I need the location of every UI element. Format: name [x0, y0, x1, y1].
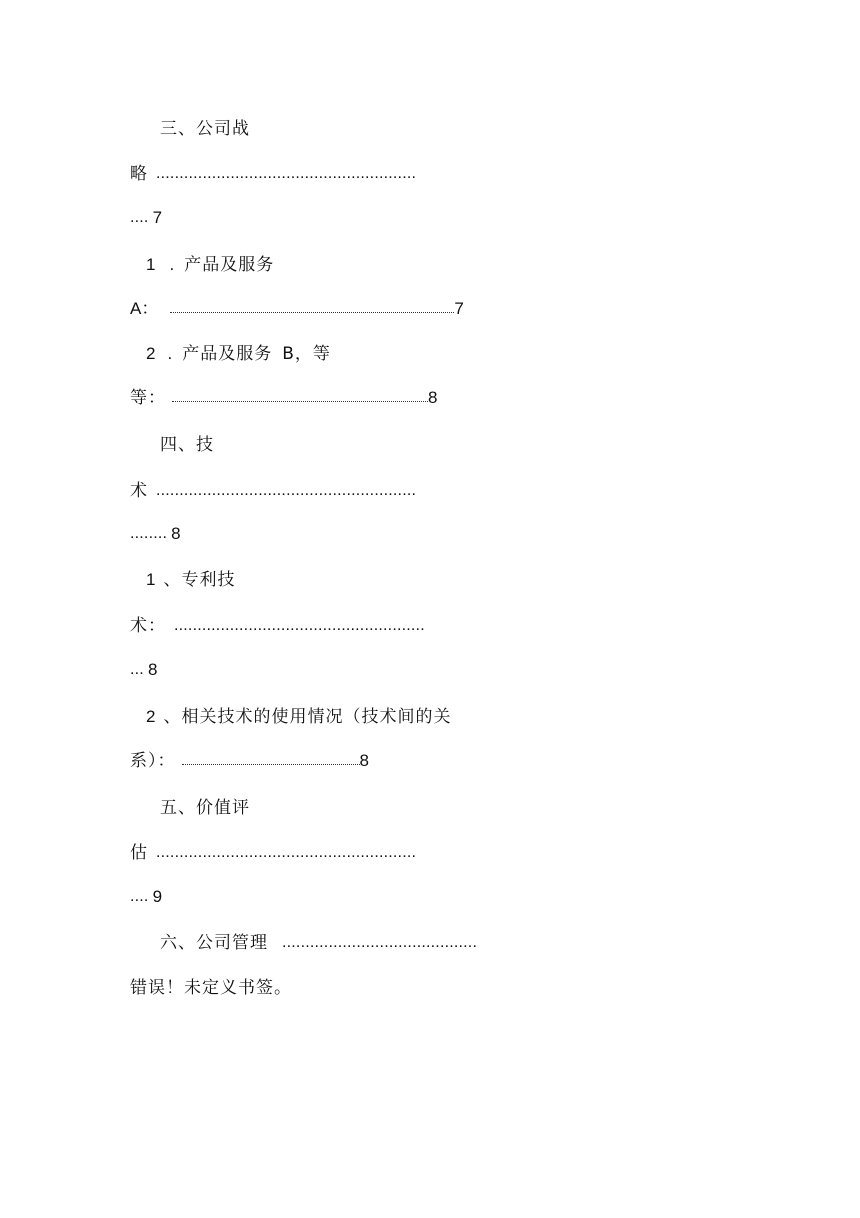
toc-section-4-page-line[interactable]: [130, 521, 181, 547]
toc-section-3-heading[interactable]: [160, 116, 250, 142]
toc-continuation-text: 略: [130, 164, 148, 184]
toc-item-number: 2: [146, 707, 156, 726]
toc-dot-leader: ....: [130, 209, 149, 226]
toc-page-number: 8: [147, 660, 158, 679]
toc-heading-text: 五、价值评: [160, 798, 250, 818]
toc-item-extra: B，等: [282, 344, 331, 364]
toc-dot-leader: ........................................................: [156, 165, 417, 182]
toc-dot-leader: ...: [130, 661, 144, 678]
toc-heading-text: 六、公司管理: [160, 933, 268, 953]
toc-heading-text: 三、公司战: [160, 119, 250, 139]
toc-dot-leader: ........................................................: [156, 482, 417, 499]
toc-item-4-1[interactable]: [146, 567, 235, 593]
toc-item-separator: .: [167, 344, 173, 363]
toc-item-3-2[interactable]: [146, 341, 331, 367]
toc-item-3-1[interactable]: [146, 252, 274, 278]
toc-section-4-heading[interactable]: [160, 432, 214, 458]
toc-heading-text: 四、技: [160, 435, 214, 455]
toc-page-number: 8: [359, 751, 369, 770]
toc-section-5-leader-line[interactable]: [130, 840, 446, 866]
toc-section-6-heading[interactable]: [160, 930, 508, 956]
toc-page-number: 8: [171, 524, 181, 543]
toc-continuation-text: 术：: [130, 616, 166, 636]
toc-item-4-1-leader-line[interactable]: [130, 613, 458, 639]
toc-item-number: 1: [146, 255, 156, 274]
toc-item-4-2[interactable]: [146, 704, 451, 730]
toc-item-text: 产品及服务: [184, 255, 275, 275]
toc-continuation-text: 系）：: [130, 751, 176, 771]
toc-section-4-leader-line[interactable]: [130, 478, 446, 504]
toc-item-text: 产品及服务: [182, 344, 273, 364]
toc-continuation-text: 等：: [130, 388, 166, 408]
toc-continuation-text: 术: [130, 481, 148, 501]
bookmark-error-text: 错误！未定义书签。: [130, 978, 292, 998]
toc-dot-leader: ....: [130, 888, 149, 905]
toc-item-text: 、相关技术的使用情况（技术间的关: [163, 707, 452, 727]
toc-item-4-2-leader-line[interactable]: [130, 748, 369, 774]
toc-section-5-heading[interactable]: [160, 795, 250, 821]
toc-dot-leader: ........................................................: [156, 844, 417, 861]
toc-item-3-2-leader-line[interactable]: [130, 385, 437, 411]
toc-item-number: 2: [146, 344, 156, 363]
toc-fine-dot-leader: [182, 763, 360, 765]
toc-page-number: 7: [152, 208, 163, 227]
toc-item-4-1-page-line[interactable]: [130, 657, 157, 683]
toc-dot-leader: ........: [130, 525, 168, 542]
toc-fine-dot-leader: [170, 311, 454, 313]
toc-item-separator: .: [169, 255, 175, 274]
toc-item-number: 1: [146, 570, 156, 589]
toc-dot-leader: ......................................................: [174, 617, 425, 634]
toc-fine-dot-leader: [172, 400, 428, 402]
toc-page-number: 7: [454, 299, 464, 318]
toc-continuation-text: A：: [130, 299, 159, 318]
toc-section-5-page-line[interactable]: [130, 884, 162, 910]
toc-dot-leader: ..........................................: [282, 934, 478, 951]
toc-page-number: 8: [428, 388, 438, 407]
toc-section-3-leader-line[interactable]: [130, 161, 446, 187]
toc-item-text: 、专利技: [163, 570, 236, 590]
toc-item-3-1-leader-line[interactable]: [130, 296, 464, 322]
toc-page-number: 9: [152, 887, 163, 906]
toc-section-3-page-line[interactable]: [130, 205, 162, 231]
toc-continuation-text: 估: [130, 843, 148, 863]
toc-section-6-error-line: [130, 975, 292, 1001]
